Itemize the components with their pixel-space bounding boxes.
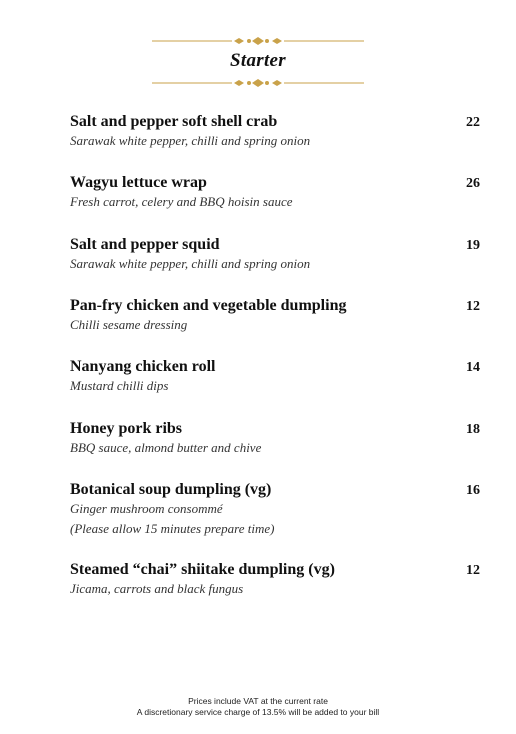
- menu-item-price: 16: [466, 483, 480, 498]
- menu-item-price: 18: [466, 422, 480, 437]
- section-title: Starter: [230, 50, 286, 71]
- top-ornament-divider: [152, 35, 364, 47]
- menu-item: [70, 173, 480, 212]
- menu-item-description: Mustard chilli dips: [70, 378, 169, 393]
- menu-item: [70, 419, 480, 458]
- bottom-ornament-divider: [152, 77, 364, 89]
- menu-item-price: 22: [466, 115, 480, 130]
- menu-item-price: 14: [466, 360, 480, 375]
- menu-item-description: Fresh carrot, celery and BBQ hoisin sauce: [70, 194, 293, 209]
- menu-item-description: Chilli sesame dressing: [70, 317, 188, 332]
- menu-item-price: 19: [466, 238, 480, 253]
- menu-item-note: (Please allow 15 minutes prepare time): [70, 521, 275, 536]
- menu-item-description: Sarawak white pepper, chilli and spring onion: [70, 256, 311, 271]
- menu-item: [70, 357, 480, 396]
- footer-vat-note: Prices include VAT at the current rate: [188, 696, 328, 706]
- menu-item-price: 12: [466, 299, 480, 314]
- menu-item-name: Pan-fry chicken and vegetable dumpling: [70, 297, 347, 314]
- menu-item: [70, 112, 480, 151]
- menu-item-name: Botanical soup dumpling (vg): [70, 481, 272, 498]
- menu-item: [70, 560, 480, 599]
- menu-item: [70, 296, 480, 335]
- menu-item-description: Jicama, carrots and black fungus: [70, 581, 244, 596]
- footer-service-charge-note: A discretionary service charge of 13.5% will be added to your bill: [136, 707, 380, 717]
- menu-item: [70, 235, 480, 274]
- menu-item-name: Nanyang chicken roll: [70, 358, 216, 375]
- menu-item: [70, 480, 480, 539]
- menu-item-price: 26: [466, 176, 480, 191]
- menu-item-description: Sarawak white pepper, chilli and spring onion: [70, 133, 311, 148]
- menu-item-name: Salt and pepper squid: [70, 236, 220, 253]
- menu-item-name: Salt and pepper soft shell crab: [70, 113, 278, 130]
- menu-item-name: Wagyu lettuce wrap: [70, 174, 207, 191]
- menu-item-description: BBQ sauce, almond butter and chive: [70, 440, 262, 455]
- menu-item-name: Honey pork ribs: [70, 420, 183, 437]
- menu-item-description: Ginger mushroom consommé: [70, 501, 223, 516]
- menu-item-name: Steamed “chai” shiitake dumpling (vg): [70, 561, 335, 578]
- menu-item-price: 12: [466, 563, 480, 578]
